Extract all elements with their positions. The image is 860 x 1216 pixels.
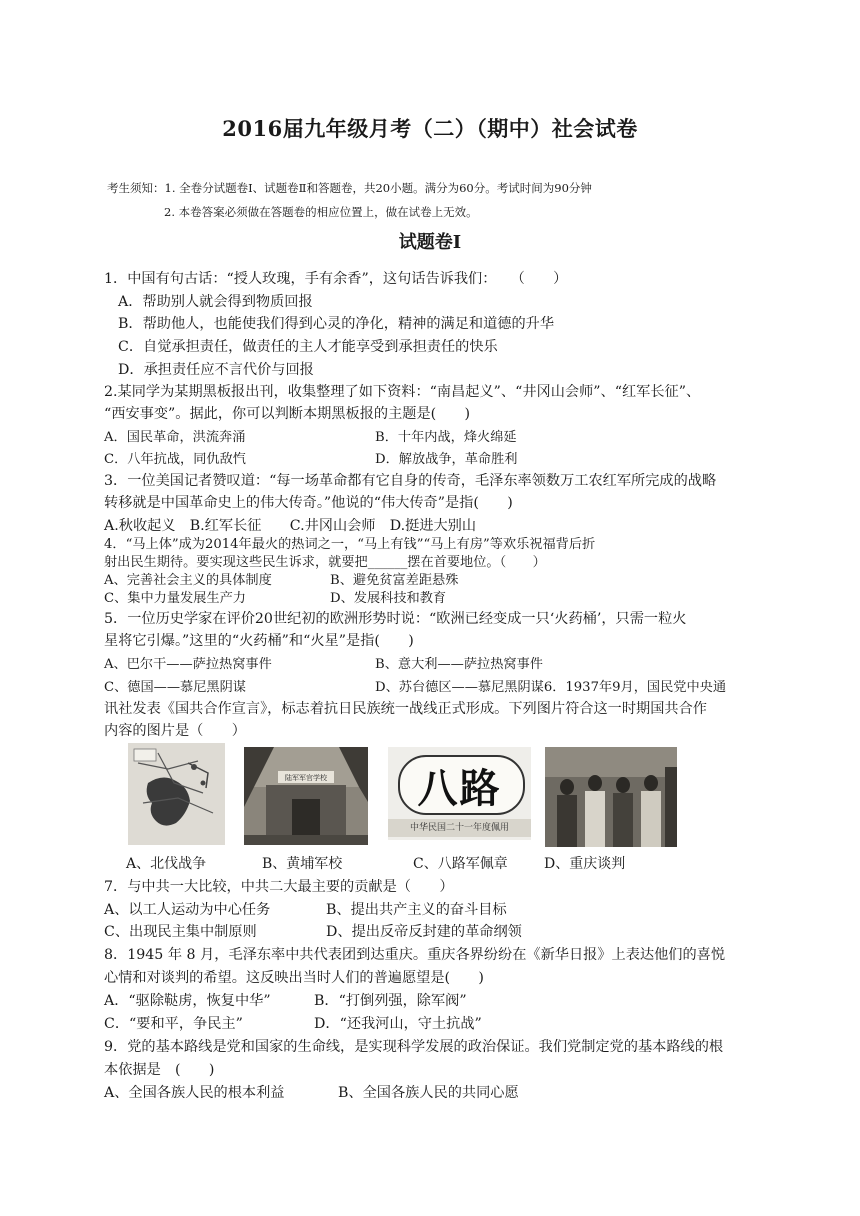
q1-option-d: D．承担责任应不言代价与回报: [118, 362, 314, 378]
notice-line-1: 考生须知：1. 全卷分试题卷Ⅰ、试题卷Ⅱ和答题卷，共20小题。满分为60分。考试时间为90分钟: [107, 181, 592, 195]
badge-small-text: 中华民国二十一年度佩用: [409, 823, 509, 833]
q8-option-c: C．“要和平，争民主”: [104, 1016, 243, 1032]
q5-stem-line-2: 星将它引爆。”这里的“火药桶”和“火星”是指( ): [104, 633, 414, 649]
q6-caption-c: C、八路军佩章: [413, 856, 508, 872]
q2-stem-line-2: “西安事变”。据此，你可以判断本期黑板报的主题是( ): [104, 406, 471, 422]
q1-option-c: C．自觉承担责任，做责任的主人才能享受到承担责任的快乐: [118, 339, 498, 355]
q7-option-a: A、以工人运动为中心任务: [104, 902, 271, 918]
q6-caption-b: B、黄埔军校: [262, 856, 343, 872]
notice-line-2: 2. 本卷答案必须做在答题卷的相应位置上，做在试卷上无效。: [164, 205, 478, 219]
q8-option-d: D．“还我河山，守土抗战”: [314, 1016, 482, 1032]
q4-option-b: B、避免贫富差距悬殊: [330, 573, 459, 588]
q7-stem: 7．与中共一大比较，中共二大最主要的贡献是（ ）: [104, 879, 454, 895]
badge-main-text: 八路: [417, 766, 502, 812]
q2-stem-line-1: 2.某同学为某期黑板报出刊，收集整理了如下资料：“南昌起义”、“井冈山会师”、“红军长征”、: [104, 384, 701, 400]
q7-option-c: C、出现民主集中制原则: [104, 924, 257, 940]
eighth-route-army-badge-image: [388, 747, 531, 840]
q5-option-b: B、意大利——萨拉热窝事件: [375, 657, 543, 672]
q4-stem-line-1: 4．“马上体”成为2014年最火的热词之一，“马上有钱”“马上有房”等欢乐祝福背后折: [104, 537, 596, 552]
q9-stem-line-2: 本依据是 ( ): [104, 1062, 215, 1078]
q6-caption-a: A、北伐战争: [126, 856, 207, 872]
q5-option-d-and-q6-start: D、苏台德区——慕尼黑阴谋6．1937年9月，国民党中央通: [375, 680, 727, 695]
q6-caption-d: D、重庆谈判: [544, 856, 626, 872]
q3-stem-line-1: 3．一位美国记者赞叹道：“每一场革命都有它自身的传奇，毛泽东率领数万工农红军所完成的战略: [104, 473, 717, 489]
q3-options: A.秋收起义 B.红军长征 C.井冈山会师 D.挺进大别山: [104, 518, 477, 534]
q8-option-a: A．“驱除鞑虏，恢复中华”: [104, 993, 271, 1009]
q9-option-b: B、全国各族人民的共同心愿: [338, 1085, 519, 1101]
q8-stem-line-1: 8．1945 年 8 月，毛泽东率中共代表团到达重庆。重庆各界纷纷在《新华日报》上表达他们的喜悦: [104, 947, 726, 963]
q6-stem-line-3: 内容的图片是（ ）: [104, 723, 246, 739]
exam-title: 2016届九年级月考（二）（期中）社会试卷: [222, 116, 638, 141]
q7-option-b: B、提出共产主义的奋斗目标: [326, 902, 507, 918]
q6-stem-line-2: 讯社发表《国共合作宣言》，标志着抗日民族统一战线正式形成。下列图片符合这一时期国共合作: [104, 701, 707, 717]
q4-stem-line-2: 射出民生期待。要实现这些民生诉求，就要把______摆在首要地位。（ ）: [104, 555, 546, 570]
q9-option-a: A、全国各族人民的根本利益: [104, 1085, 285, 1101]
q2-option-a: A．国民革命，洪流奔涌: [104, 430, 246, 445]
gate-signboard: 陆军军官学校: [285, 774, 327, 782]
q2-option-c: C．八年抗战，同仇敌忾: [104, 452, 246, 467]
q4-option-d: D、发展科技和教育: [330, 591, 447, 606]
q2-option-b: B．十年内战，烽火绵延: [375, 430, 517, 445]
northern-expedition-map-image: [128, 743, 225, 845]
q4-option-a: A、完善社会主义的具体制度: [104, 573, 272, 588]
q8-stem-line-2: 心情和对谈判的希望。这反映出当时人们的普遍愿望是( ): [104, 970, 484, 986]
q9-stem-line-1: 9．党的基本路线是党和国家的生命线，是实现科学发展的政治保证。我们党制定党的基本路线的根: [104, 1039, 724, 1055]
q1-option-b: B．帮助他人，也能使我们得到心灵的净化，精神的满足和道德的升华: [118, 316, 555, 332]
q1-option-a: A．帮助别人就会得到物质回报: [118, 294, 313, 310]
q8-option-b: B．“打倒列强，除军阀”: [314, 993, 467, 1009]
section-title: 试题卷Ⅰ: [398, 232, 462, 253]
q7-option-d: D、提出反帝反封建的革命纲领: [326, 924, 522, 940]
q3-stem-line-2: 转移就是中国革命史上的伟大传奇。”他说的“伟大传奇”是指( ): [104, 495, 513, 511]
chongqing-negotiation-image: [545, 747, 677, 847]
q1-stem: 1．中国有句古话：“授人玫瑰，手有余香”，这句话告诉我们： （ ）: [104, 271, 568, 287]
q5-option-a: A、巴尔干——萨拉热窝事件: [104, 657, 272, 672]
q5-option-c: C、德国——慕尼黑阴谋: [104, 680, 246, 695]
q4-option-c: C、集中力量发展生产力: [104, 591, 246, 606]
whampoa-academy-gate-image: [244, 747, 368, 845]
q2-option-d: D．解放战争，革命胜利: [375, 452, 518, 467]
q5-stem-line-1: 5．一位历史学家在评价20世纪初的欧洲形势时说：“欧洲已经变成一只‘火药桶’，只需一粒火: [104, 611, 687, 627]
